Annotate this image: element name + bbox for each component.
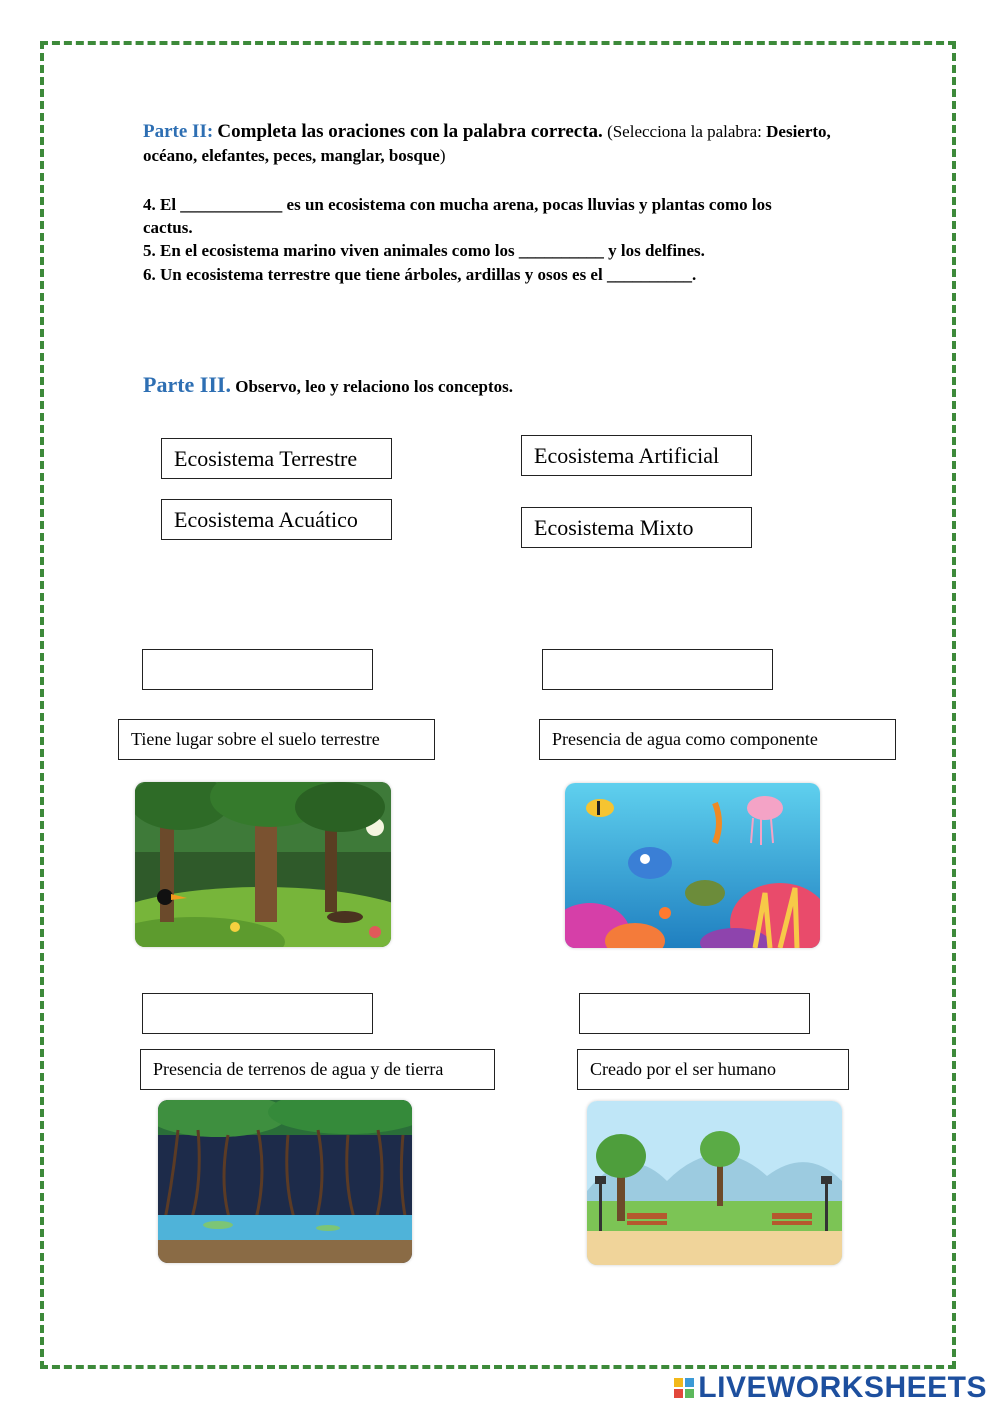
logo-mark-icon xyxy=(674,1378,694,1398)
part3-heading xyxy=(143,372,513,398)
part2-label: Parte II: xyxy=(143,121,214,142)
question-5[interactable]: 5. En el ecosistema marino viven animales como los __________ y los delfines. xyxy=(143,241,705,260)
answer-box-1[interactable] xyxy=(142,649,373,690)
part2-note-open: (Selecciona la palabra: xyxy=(607,122,762,141)
description-mixto: Presencia de terrenos de agua y de tierra xyxy=(140,1049,495,1090)
answer-box-2[interactable] xyxy=(542,649,773,690)
part2-word-bank: Desierto, océano, elefantes, peces, manglar, bosque xyxy=(143,122,831,165)
description-acuatico: Presencia de agua como componente xyxy=(539,719,896,760)
answer-box-4[interactable] xyxy=(579,993,810,1034)
answer-box-3[interactable] xyxy=(142,993,373,1034)
park-image xyxy=(587,1101,842,1265)
mangrove-image xyxy=(158,1100,412,1263)
liveworksheets-logo xyxy=(674,1371,987,1405)
question-4[interactable]: 4. El ____________ es un ecosistema con mucha arena, pocas lluvias y plantas como los cactus. xyxy=(143,195,772,237)
description-terrestre: Tiene lugar sobre el suelo terrestre xyxy=(118,719,435,760)
question-6[interactable]: 6. Un ecosistema terrestre que tiene árboles, ardillas y osos es el __________. xyxy=(143,265,697,284)
concept-mixto[interactable]: Ecosistema Mixto xyxy=(521,507,752,548)
part3-label: Parte III. xyxy=(143,372,231,397)
part2-instruction: Completa las oraciones con la palabra correcta. xyxy=(217,121,603,142)
concept-terrestre[interactable]: Ecosistema Terrestre xyxy=(161,438,392,479)
ocean-image xyxy=(565,783,820,948)
part3-instruction: Observo, leo y relaciono los conceptos. xyxy=(235,377,514,396)
forest-image xyxy=(135,782,391,947)
part2-note-close: ) xyxy=(439,146,446,165)
description-artificial: Creado por el ser humano xyxy=(577,1049,849,1090)
logo-text: LIVEWORKSHEETS xyxy=(698,1371,987,1404)
part2-heading xyxy=(143,120,843,168)
concept-acuatico[interactable]: Ecosistema Acuático xyxy=(161,499,392,540)
concept-artificial[interactable]: Ecosistema Artificial xyxy=(521,435,752,476)
